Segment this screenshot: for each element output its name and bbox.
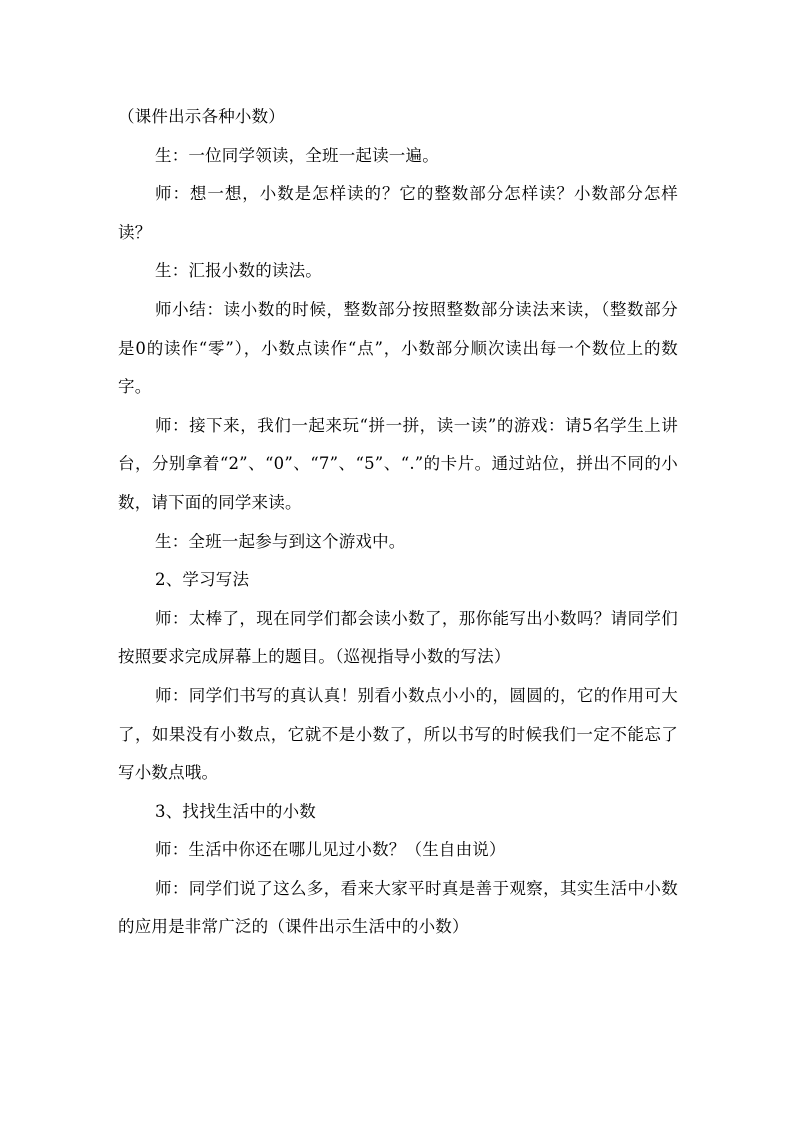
paragraph-game-instructions: 师：接下来，我们一起来玩“拼一拼，读一读”的游戏：请5名学生上讲台，分别拿着“2”、“0”、“7”、“5”、“.”的卡片。通过站位，拼出不同的小数，请下面的同学来读。 (118, 415, 678, 512)
paragraph-teacher-question: 师：想一想，小数是怎样读的？它的整数部分怎样读？小数部分怎样读？ (118, 184, 678, 242)
section-heading-writing: 2、学习写法 (155, 570, 250, 590)
paragraph-decimal-point-importance: 师：同学们书写的真认真！别看小数点小小的，圆圆的，它的作用可大了，如果没有小数点，它就不是小数了，所以书写的时候我们一定不能忘了写小数点哦。 (118, 685, 678, 783)
paragraph-student-report: 生：汇报小数的读法。 (155, 261, 322, 281)
document-body (118, 98, 678, 947)
paragraph-student-reading: 生：一位同学领读，全班一起读一遍。 (155, 145, 439, 165)
section-heading-life-decimals: 3、找找生活中的小数 (155, 801, 316, 821)
paragraph-writing-task: 师：太棒了，现在同学们都会读小数了，那你能写出小数吗？请同学们按照要求完成屏幕上的题目。（巡视指导小数的写法） (118, 608, 678, 667)
paragraph-life-question: 师：生活中你还在哪儿见过小数？（生自由说） (155, 840, 506, 860)
paragraph-life-application: 师：同学们说了这么多，看来大家平时真是善于观察，其实生活中小数的应用是非常广泛的（课件出示生活中的小数） (118, 878, 678, 937)
paragraph-class-participation: 生：全班一起参与到这个游戏中。 (155, 531, 406, 551)
paragraph-teacher-summary: 师小结：读小数的时候，整数部分按照整数部分读法来读，（整数部分是0的读作“零”），小数点读作“点”，小数部分顺次读出每一个数位上的数字。 (118, 299, 678, 397)
paragraph-courseware-note: （课件出示各种小数） (118, 107, 285, 126)
